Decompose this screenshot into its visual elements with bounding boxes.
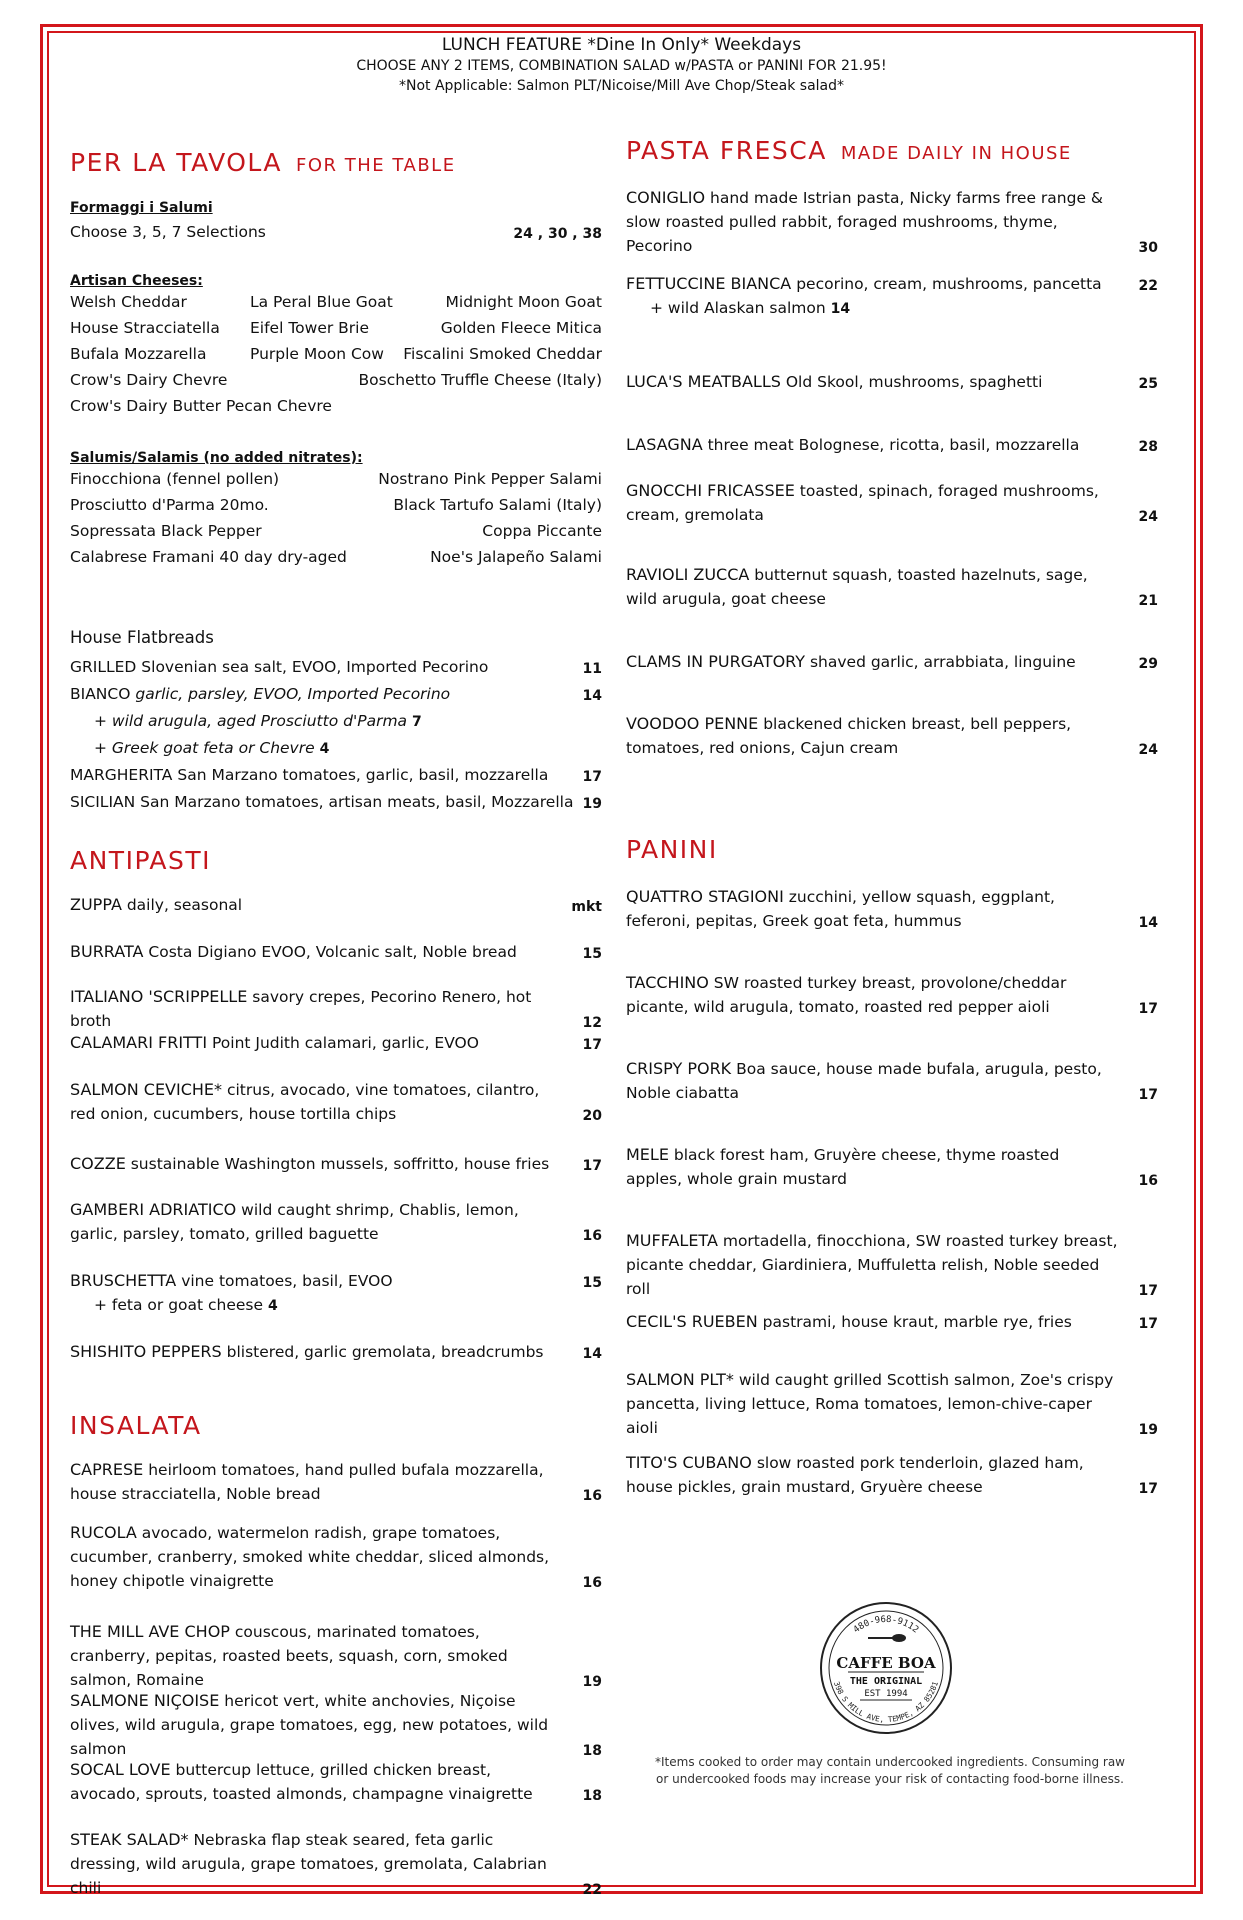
insalata-item <box>70 1458 602 1506</box>
item-desc: blistered, garlic gremolata, breadcrumbs <box>226 1343 544 1361</box>
flatbread-name: MARGHERITA <box>70 766 173 784</box>
item-price: 16 <box>582 1228 602 1244</box>
panini-item <box>626 1143 1158 1191</box>
section-title-text: PER LA TAVOLA <box>70 148 283 177</box>
pasta-item <box>626 370 1158 394</box>
item-desc: wild caught shrimp, Chablis, lemon, garlic, parsley, tomato, grilled baguette <box>70 1201 519 1243</box>
salumi-name: Finocchiona (fennel pollen) <box>70 470 280 488</box>
item-name: GAMBERI ADRIATICO <box>70 1200 237 1219</box>
item-name: TITO'S CUBANO <box>626 1453 752 1472</box>
cheese-row <box>70 397 602 423</box>
item-text <box>70 1198 602 1246</box>
item-desc: mortadella, finocchiona, SW roasted turkey breast, picante cheddar, Giardiniera, Muffuletta relish, Noble seeded roll <box>626 1232 1118 1298</box>
item-text <box>626 186 1158 258</box>
logo-name: CAFFE BOA <box>836 1654 936 1672</box>
cheeses-heading: Artisan Cheeses: <box>70 273 203 289</box>
item-name: SALMONE NIÇOISE <box>70 1691 220 1710</box>
item-text <box>626 272 1158 296</box>
logo-est: EST 1994 <box>864 1689 908 1699</box>
item-desc: vine tomatoes, basil, EVOO <box>181 1272 393 1290</box>
salumi-name: Noe's Jalapeño Salami <box>430 548 602 566</box>
item-price: 18 <box>582 1788 602 1804</box>
item-desc: wild caught grilled Scottish salmon, Zoe's crispy pancetta, living lettuce, Roma tomatoes, lemon-chive-caper aioli <box>626 1371 1114 1437</box>
logo-address: 398 S MILL AVE, TEMPE, AZ 85281 <box>832 1680 940 1724</box>
panini-item <box>626 1229 1158 1301</box>
antipasti-item <box>70 1198 602 1246</box>
insalata-item <box>70 1758 602 1806</box>
item-desc: avocado, watermelon radish, grape tomatoes, cucumber, cranberry, smoked white cheddar, sliced almonds, honey chipotle vinaigrette <box>70 1524 550 1590</box>
antipasti-title: ANTIPASTI <box>70 846 212 875</box>
item-name: BURRATA <box>70 942 144 961</box>
cheese-name: Welsh Cheddar <box>70 293 187 311</box>
item-price: 12 <box>582 1015 602 1031</box>
item-desc: pecorino, cream, mushrooms, pancetta <box>796 275 1102 293</box>
flatbread-price: 14 <box>582 688 602 704</box>
item-name: SALMON CEVICHE* <box>70 1080 223 1099</box>
flatbread-name: GRILLED <box>70 658 137 676</box>
pasta-item <box>626 433 1158 457</box>
item-desc: black forest ham, Gruyère cheese, thyme roasted apples, whole grain mustard <box>626 1146 1060 1188</box>
item-price: 30 <box>1138 240 1158 256</box>
section-title-text: PASTA FRESCA <box>626 136 827 165</box>
flatbread-desc: San Marzano tomatoes, artisan meats, basil, Mozzarella <box>140 793 574 811</box>
item-desc: pastrami, house kraut, marble rye, fries <box>762 1313 1072 1331</box>
flatbread-desc: garlic, parsley, EVOO, Imported Pecorino <box>135 685 451 703</box>
item-price: 16 <box>582 1575 602 1591</box>
item-text <box>70 1031 602 1055</box>
flatbread-addon: + wild arugula, aged Prosciutto d'Parma <box>94 712 408 730</box>
flatbread-price: 19 <box>582 796 602 812</box>
section-subtitle: MADE DAILY IN HOUSE <box>840 143 1072 164</box>
flatbread-item <box>70 736 626 761</box>
item-desc: Boa sauce, house made bufala, arugula, pesto, Noble ciabatta <box>626 1060 1102 1102</box>
item-price: 24 <box>1138 742 1158 758</box>
item-price: 16 <box>1138 1173 1158 1189</box>
item-name: CAPRESE <box>70 1460 144 1479</box>
item-desc: sustainable Washington mussels, soffritto, house fries <box>130 1155 550 1173</box>
item-desc: zucchini, yellow squash, eggplant, feferoni, pepitas, Greek goat feta, hummus <box>626 888 1055 930</box>
item-desc: shaved garlic, arrabbiata, linguine <box>809 653 1076 671</box>
insalata-item <box>70 1689 602 1761</box>
salumi-name: Black Tartufo Salami (Italy) <box>393 496 602 514</box>
item-desc: daily, seasonal <box>126 896 243 914</box>
flatbread-price: 11 <box>582 661 602 677</box>
item-price: 19 <box>582 1674 602 1690</box>
item-desc: Old Skool, mushrooms, spaghetti <box>785 373 1043 391</box>
addon-price: 4 <box>267 1298 278 1314</box>
item-price: 14 <box>582 1346 602 1362</box>
item-price: mkt <box>571 899 602 915</box>
flatbread-desc: Slovenian sea salt, EVOO, Imported Pecorino <box>141 658 489 676</box>
item-price: 18 <box>582 1743 602 1759</box>
item-price: 17 <box>582 1158 602 1174</box>
salumi-name: Prosciutto d'Parma 20mo. <box>70 496 269 514</box>
cheese-name: Crow's Dairy Butter Pecan Chevre <box>70 397 332 415</box>
antipasti-item <box>70 1152 602 1176</box>
item-addon <box>70 1293 602 1318</box>
item-desc: SW roasted turkey breast, provolone/cheddar picante, wild arugula, tomato, roasted red pepper aioli <box>626 974 1067 1016</box>
salumi-heading: Salumis/Salamis (no added nitrates): <box>70 450 363 466</box>
flatbread-name: BIANCO <box>70 685 131 703</box>
flatbread-addon-price: 4 <box>319 741 330 757</box>
item-text <box>70 1758 602 1806</box>
item-name: CECIL'S RUEBEN <box>626 1312 758 1331</box>
item-price: 17 <box>1138 1283 1158 1299</box>
cheese-name: House Stracciatella <box>70 319 220 337</box>
cheese-name: La Peral Blue Goat <box>250 293 393 311</box>
item-desc: savory crepes, Pecorino Renero, hot broth <box>70 988 532 1030</box>
item-desc: butternut squash, toasted hazelnuts, sage, wild arugula, goat cheese <box>626 566 1088 608</box>
item-price: 22 <box>1138 278 1158 294</box>
item-text <box>70 985 602 1033</box>
item-name: BRUSCHETTA <box>70 1271 177 1290</box>
pasta-title <box>626 136 1072 165</box>
item-name: MELE <box>626 1145 669 1164</box>
item-desc: hericot vert, white anchovies, Niçoise olives, wild arugula, grape tomatoes, egg, new potatoes, wild salmon <box>70 1692 549 1758</box>
food-safety-disclaimer: *Items cooked to order may contain undercooked ingredients. Consuming raw or undercooked foods may increase your risk of contacting food-borne illness. <box>655 1755 1125 1786</box>
item-text <box>70 1269 602 1293</box>
formaggi-desc: Choose 3, 5, 7 Selections <box>70 223 266 241</box>
insalata-title: INSALATA <box>70 1411 202 1440</box>
item-price: 16 <box>582 1488 602 1504</box>
item-name: ZUPPA <box>70 895 122 914</box>
formaggi-price: 24 , 30 , 38 <box>513 226 602 242</box>
item-desc: Nebraska flap steak seared, feta garlic dressing, wild arugula, grape tomatoes, gremolata, Calabrian chili <box>70 1831 547 1897</box>
panini-item <box>626 1451 1158 1499</box>
item-desc: heirloom tomatoes, hand pulled bufala mozzarella, house stracciatella, Noble bread <box>70 1461 544 1503</box>
item-name: COZZE <box>70 1154 126 1173</box>
item-name: CALAMARI FRITTI <box>70 1033 208 1052</box>
item-desc: buttercup lettuce, grilled chicken breast, avocado, sprouts, toasted almonds, champagne vinaigrette <box>70 1761 533 1803</box>
item-price: 17 <box>1138 1316 1158 1332</box>
item-text <box>70 1340 602 1364</box>
insalata-item <box>70 1828 602 1900</box>
cheese-name: Midnight Moon Goat <box>445 293 602 311</box>
insalata-item <box>70 1620 602 1692</box>
caffe-boa-logo <box>818 1600 954 1736</box>
insalata-item <box>70 1521 602 1593</box>
item-text <box>70 1521 602 1593</box>
item-desc: Costa Digiano EVOO, Volcanic salt, Noble bread <box>148 943 517 961</box>
cheese-name: Crow's Dairy Chevre <box>70 371 228 389</box>
flatbread-addon: + Greek goat feta or Chevre <box>94 739 315 757</box>
item-text <box>70 1078 602 1126</box>
item-desc: couscous, marinated tomatoes, cranberry, pepitas, roasted beets, squash, corn, smoked salmon, Romaine <box>70 1623 508 1689</box>
panini-item <box>626 885 1158 933</box>
panini-item <box>626 1368 1158 1440</box>
flatbread-price: 17 <box>582 769 602 785</box>
item-name: RUCOLA <box>70 1523 137 1542</box>
pasta-item <box>626 272 1158 321</box>
flatbread-addon-price: 7 <box>411 714 422 730</box>
item-price: 17 <box>1138 1481 1158 1497</box>
left-column <box>70 0 602 1920</box>
item-name: LASAGNA <box>626 435 703 454</box>
item-text <box>626 563 1158 611</box>
item-name: CLAMS IN PURGATORY <box>626 652 806 671</box>
flatbread-item <box>70 763 602 787</box>
item-price: 15 <box>582 1275 602 1291</box>
item-price: 15 <box>582 946 602 962</box>
cheese-row <box>70 293 602 319</box>
cheese-name: Golden Fleece Mitica <box>440 319 602 337</box>
cheese-row <box>70 319 602 345</box>
antipasti-item <box>70 1340 602 1364</box>
item-text <box>626 370 1158 394</box>
item-price: 17 <box>582 1037 602 1053</box>
item-text <box>70 1458 602 1506</box>
salumi-row <box>70 496 602 522</box>
antipasti-item <box>70 1031 602 1055</box>
cheese-name: Bufala Mozzarella <box>70 345 207 363</box>
cheese-row <box>70 345 602 371</box>
addon-text: + wild Alaskan salmon <box>650 299 826 317</box>
pasta-item <box>626 563 1158 611</box>
item-name: THE MILL AVE CHOP <box>70 1622 230 1641</box>
panini-item <box>626 1057 1158 1105</box>
item-text <box>626 433 1158 457</box>
pasta-item <box>626 712 1158 760</box>
pasta-item <box>626 650 1158 674</box>
logo-phone: 480-968-9112 <box>851 1614 921 1636</box>
formaggi-heading: Formaggi i Salumi <box>70 200 213 216</box>
item-name: SOCAL LOVE <box>70 1760 171 1779</box>
flatbread-item <box>70 682 602 706</box>
salumi-row <box>70 548 602 574</box>
flatbread-item <box>70 709 626 734</box>
item-text <box>626 1229 1158 1301</box>
item-name: TACCHINO <box>626 973 709 992</box>
item-name: FETTUCCINE BIANCA <box>626 274 792 293</box>
flatbread-desc: San Marzano tomatoes, garlic, basil, mozzarella <box>177 766 549 784</box>
section-subtitle: FOR THE TABLE <box>296 155 456 176</box>
panini-title: PANINI <box>626 835 718 864</box>
antipasti-item <box>70 893 602 917</box>
item-price: 28 <box>1138 439 1158 455</box>
panini-item <box>626 1310 1158 1334</box>
formaggi-row <box>70 220 602 244</box>
item-price: 29 <box>1138 656 1158 672</box>
item-price: 17 <box>1138 1087 1158 1103</box>
cheese-name: Eifel Tower Brie <box>250 319 370 337</box>
item-desc: three meat Bolognese, ricotta, basil, mozzarella <box>707 436 1080 454</box>
flatbread-name: SICILIAN <box>70 793 136 811</box>
addon-text: + feta or goat cheese <box>94 1296 264 1314</box>
item-name: MUFFALETA <box>626 1231 718 1250</box>
item-name: CONIGLIO <box>626 188 706 207</box>
item-price: 19 <box>1138 1422 1158 1438</box>
logo-tag: THE ORIGINAL <box>849 1676 923 1687</box>
cheese-row <box>70 371 602 397</box>
item-text <box>626 1057 1158 1105</box>
item-text <box>70 1828 602 1900</box>
item-text <box>626 1368 1158 1440</box>
item-text <box>70 1152 602 1176</box>
antipasti-item <box>70 1078 602 1126</box>
pasta-item <box>626 479 1158 527</box>
item-price: 21 <box>1138 593 1158 609</box>
salumi-name: Coppa Piccante <box>482 522 602 540</box>
item-name: ITALIANO 'SCRIPPELLE <box>70 987 248 1006</box>
salumi-row <box>70 470 602 496</box>
item-text <box>70 940 602 964</box>
item-text <box>70 893 602 917</box>
item-text <box>626 1451 1158 1499</box>
salumi-name: Sopressata Black Pepper <box>70 522 262 540</box>
cheese-name: Purple Moon Cow <box>250 345 384 363</box>
item-price: 24 <box>1138 509 1158 525</box>
spoon-icon <box>868 1634 906 1642</box>
item-name: STEAK SALAD* <box>70 1830 189 1849</box>
item-text <box>626 712 1158 760</box>
item-price: 22 <box>582 1882 602 1898</box>
item-desc: Point Judith calamari, garlic, EVOO <box>211 1034 479 1052</box>
flatbread-item <box>70 790 602 814</box>
item-price: 17 <box>1138 1001 1158 1017</box>
item-price: 20 <box>582 1108 602 1124</box>
addon-price: 14 <box>830 301 851 317</box>
banner-line-2: CHOOSE ANY 2 ITEMS, COMBINATION SALAD w/PASTA or PANINI FOR 21.95! <box>356 58 887 74</box>
panini-item <box>626 971 1158 1019</box>
banner-line-3: *Not Applicable: Salmon PLT/Nicoise/Mill Ave Chop/Steak salad* <box>398 78 845 94</box>
item-text <box>626 971 1158 1019</box>
item-name: SALMON PLT* <box>626 1370 734 1389</box>
item-text <box>626 1143 1158 1191</box>
item-desc: citrus, avocado, vine tomatoes, cilantro, red onion, cucumbers, house tortilla chips <box>70 1081 540 1123</box>
antipasti-item <box>70 1269 602 1318</box>
antipasti-item <box>70 940 602 964</box>
item-name: QUATTRO STAGIONI <box>626 887 784 906</box>
salumi-name: Calabrese Framani 40 day dry-aged <box>70 548 347 566</box>
item-name: VOODOO PENNE <box>626 714 759 733</box>
item-name: CRISPY PORK <box>626 1059 732 1078</box>
item-name: RAVIOLI ZUCCA <box>626 565 750 584</box>
salumi-name: Nostrano Pink Pepper Salami <box>378 470 602 488</box>
item-price: 14 <box>1138 915 1158 931</box>
antipasti-item <box>70 985 602 1033</box>
item-text <box>626 1310 1158 1334</box>
item-price: 25 <box>1138 376 1158 392</box>
cheese-name: Boschetto Truffle Cheese (Italy) <box>358 371 602 389</box>
item-desc: toasted, spinach, foraged mushrooms, cream, gremolata <box>626 482 1099 524</box>
item-text <box>70 1620 602 1692</box>
item-text <box>70 1689 602 1761</box>
flatbreads-heading: House Flatbreads <box>70 628 214 647</box>
item-text <box>626 650 1158 674</box>
item-name: LUCA'S MEATBALLS <box>626 372 781 391</box>
cheese-name: Fiscalini Smoked Cheddar <box>403 345 602 363</box>
item-desc: hand made Istrian pasta, Nicky farms free range & slow roasted pulled rabbit, foraged mushrooms, thyme, Pecorino <box>626 189 1103 255</box>
item-addon <box>626 296 1158 321</box>
per-la-tavola-title <box>70 148 456 177</box>
banner-line-1: LUNCH FEATURE *Dine In Only* Weekdays <box>441 35 802 55</box>
item-text <box>626 885 1158 933</box>
item-text <box>626 479 1158 527</box>
item-name: SHISHITO PEPPERS <box>70 1342 222 1361</box>
flatbread-item <box>70 655 602 679</box>
salumi-row <box>70 522 602 548</box>
item-desc: slow roasted pork tenderloin, glazed ham, house pickles, grain mustard, Gryuère cheese <box>626 1454 1084 1496</box>
pasta-item <box>626 186 1158 258</box>
item-desc: blackened chicken breast, bell peppers, tomatoes, red onions, Cajun cream <box>626 715 1072 757</box>
item-name: GNOCCHI FRICASSEE <box>626 481 795 500</box>
